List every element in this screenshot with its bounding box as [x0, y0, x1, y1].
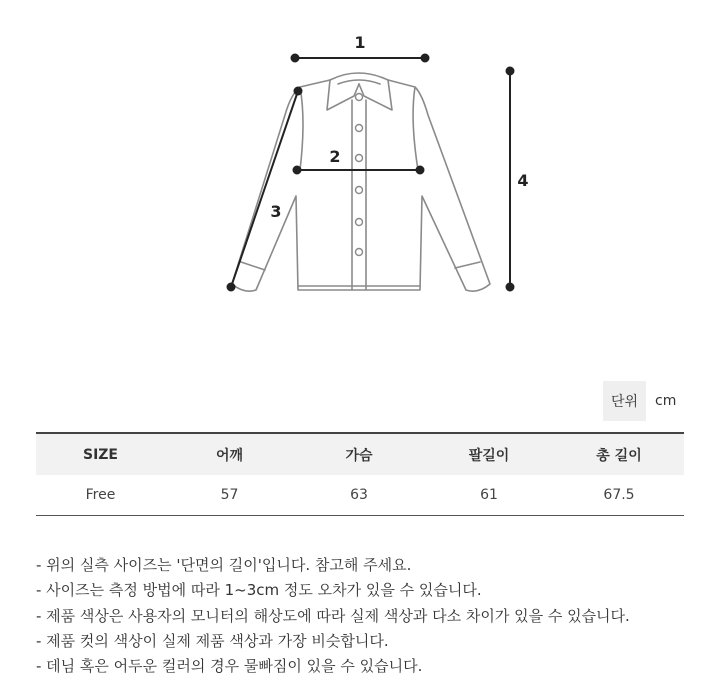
- note-item: - 사이즈는 측정 방법에 따라 1~3cm 정도 오차가 있을 수 있습니다.: [36, 581, 482, 600]
- cell-sleeve: 61: [424, 475, 554, 516]
- cell-shoulder: 57: [165, 475, 294, 516]
- measure-label-1: 1: [354, 33, 366, 52]
- header-size: SIZE: [36, 433, 165, 475]
- unit-label: 단위: [603, 381, 646, 421]
- cell-total-length: 67.5: [554, 475, 684, 516]
- measurement-diagram: [0, 0, 720, 330]
- unit-indicator: [603, 381, 676, 421]
- cell-chest: 63: [294, 475, 424, 516]
- shirt-diagram: [0, 0, 720, 330]
- note-item: - 데님 혹은 어두운 컬러의 경우 물빠짐이 있을 수 있습니다.: [36, 657, 423, 676]
- header-total-length: 총 길이: [554, 433, 684, 475]
- header-sleeve: 팔길이: [424, 433, 554, 475]
- header-chest: 가슴: [294, 433, 424, 475]
- measure-label-3: 3: [270, 202, 282, 221]
- header-shoulder: 어깨: [165, 433, 294, 475]
- shirt-outline: [232, 73, 490, 291]
- notes-list: [36, 553, 706, 679]
- note-item: - 제품 색상은 사용자의 모니터의 해상도에 따라 실제 색상과 다소 차이가 있을 수 있습니다.: [36, 606, 630, 625]
- note-item: - 제품 컷의 색상이 실제 제품 색상과 가장 비슷합니다.: [36, 631, 389, 650]
- note-item: - 위의 실측 사이즈는 '단면의 길이'입니다. 참고해 주세요.: [36, 556, 412, 574]
- measure-label-2: 2: [329, 147, 341, 166]
- table-header-row: [36, 433, 684, 475]
- shirt-buttons: [356, 94, 363, 256]
- unit-value: cm: [655, 393, 677, 409]
- cell-size: Free: [36, 475, 165, 516]
- table-row: [36, 475, 684, 516]
- measure-label-4: 4: [517, 171, 529, 190]
- size-table: [36, 432, 684, 516]
